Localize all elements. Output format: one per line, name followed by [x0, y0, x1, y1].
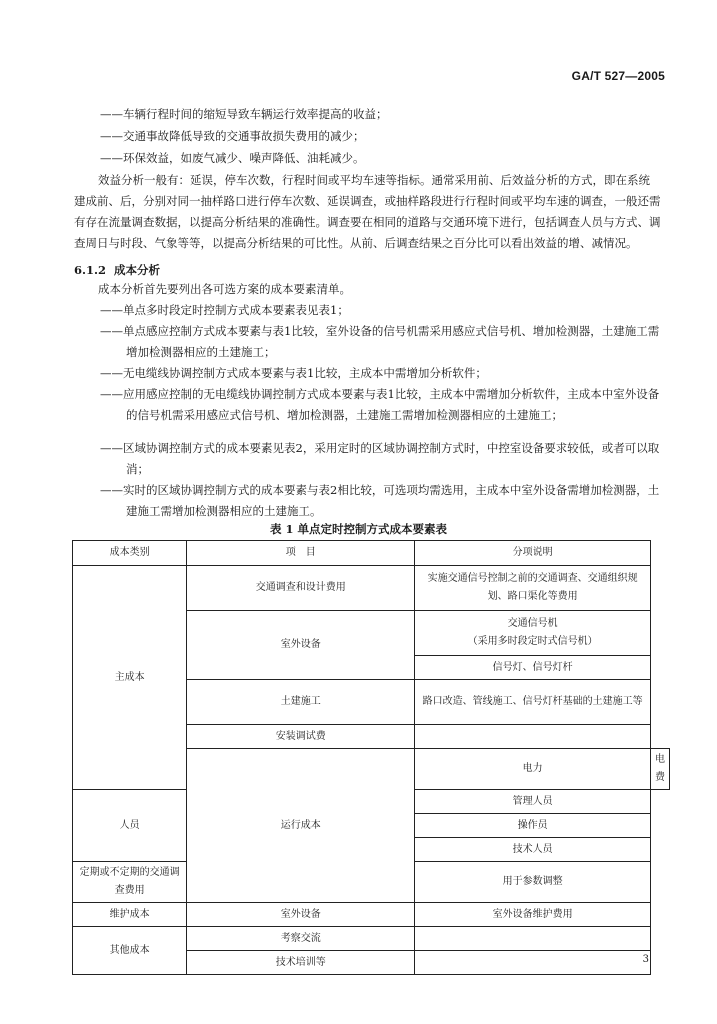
header-item: 项 目 [187, 541, 415, 566]
cell-description [415, 927, 651, 951]
category-maintenance-cost: 维护成本 [73, 903, 187, 927]
paragraph-benefit-analysis: 效益分析一般有：延误，停车次数，行程时间或平均车速等指标。通常采用前、后效益分析的方式，即在系统建成前、后，分别对同一抽样路口进行停车次数、延误调查，或抽样路段进行行程时间或平均车速的调查，一般还需有存在流量调查数据，以提高分析结果的准确性。调查要在相同的道路与交通环境下进行，包括调查人员与方式、调查周日与时段、气象等等，以提高分析结果的可比性。从前、后调查结果之百分比可以看出效益的增、减情况。 [74, 173, 661, 250]
section-heading [74, 262, 160, 278]
cell-item: 人员 [73, 790, 187, 862]
cell-item: 定期或不定期的交通调查费用 [73, 862, 187, 903]
bullet-cost-3: ——无电缆线协调控制方式成本要素与表1比较，主成本中需增加分析软件； [100, 366, 487, 380]
table-row [73, 566, 670, 611]
cell-description: 用于参数调整 [415, 862, 651, 903]
cell-description [415, 611, 651, 656]
cell-item: 土建施工 [187, 680, 415, 725]
page-number: 3 [642, 954, 649, 965]
cell-item: 室外设备 [187, 903, 415, 927]
cell-description: 技术人员 [415, 838, 651, 862]
bullet-cost-6: ——实时的区域协调控制方式的成本要素与表2相比较，可选项均需选用，主成本中室外设备需增加检测器，土建施工需增加检测器相应的土建施工。 [100, 483, 660, 518]
cell-item: 考察交流 [187, 927, 415, 951]
category-main-cost: 主成本 [73, 566, 187, 790]
cell-description: 路口改造、管线施工、信号灯杆基础的土建施工等 [415, 680, 651, 725]
table-header-row [73, 541, 670, 566]
cell-description-line: 交通信号机 [507, 618, 558, 629]
bullet-environment: ——环保效益，如废气减少、噪声降低、油耗减少。 [100, 151, 365, 165]
cell-description: 实施交通信号控制之前的交通调查、交通组织规划、路口渠化等费用 [415, 566, 651, 611]
category-operating-cost: 运行成本 [187, 749, 415, 903]
cell-description: 电费 [651, 749, 670, 790]
cell-item: 室外设备 [187, 611, 415, 680]
bullet-cost-5: ——区域协调控制方式的成本要素见表2，采用定时的区域协调控制方式时，中控室设备要求较低，或者可以取消； [100, 441, 660, 476]
cell-item: 电力 [415, 749, 651, 790]
standard-code: GA/T 527—2005 [571, 69, 665, 83]
bullet-accident: ——交通事故降低导致的交通事故损失费用的减少； [100, 129, 365, 143]
bullet-travel-time: ——车辆行程时间的缩短导致车辆运行效率提高的收益； [100, 107, 388, 121]
cell-item: 交通调查和设计费用 [187, 566, 415, 611]
category-other-cost: 其他成本 [73, 927, 187, 975]
section-number: 6.1.2 [74, 263, 107, 277]
cell-description [415, 725, 651, 749]
bullet-cost-2: ——单点感应控制方式成本要素与表1比较，室外设备的信号机需采用感应式信号机、增加检测器，土建施工需增加检测器相应的土建施工； [100, 324, 660, 359]
cell-item: 技术培训等 [187, 951, 415, 975]
table-caption: 表 1 单点定时控制方式成本要素表 [269, 522, 447, 536]
cost-elements-table [72, 540, 670, 975]
cell-description: 室外设备维护费用 [415, 903, 651, 927]
header-cost-category: 成本类别 [73, 541, 187, 566]
cell-description: 信号灯、信号灯杆 [415, 656, 651, 680]
cell-description: 管理人员 [415, 790, 651, 814]
paragraph-cost-intro: 成本分析首先要列出各可选方案的成本要素清单。 [98, 282, 351, 296]
table-row [73, 903, 670, 927]
header-description: 分项说明 [415, 541, 651, 566]
bullet-cost-1: ——单点多时段定时控制方式成本要素表见表1； [100, 303, 349, 317]
table-row [73, 927, 670, 951]
cell-description-line: （采用多时段定时式信号机） [467, 636, 598, 647]
section-title: 成本分析 [114, 263, 161, 277]
cell-description [415, 951, 651, 975]
cell-description: 操作员 [415, 814, 651, 838]
cell-item: 安装调试费 [187, 725, 415, 749]
bullet-cost-4: ——应用感应控制的无电缆线协调控制方式成本要素与表1比较，主成本中需增加分析软件，主成本中室外设备的信号机需采用感应式信号机、增加检测器，土建施工需增加检测器相应的土建施工； [100, 387, 660, 422]
